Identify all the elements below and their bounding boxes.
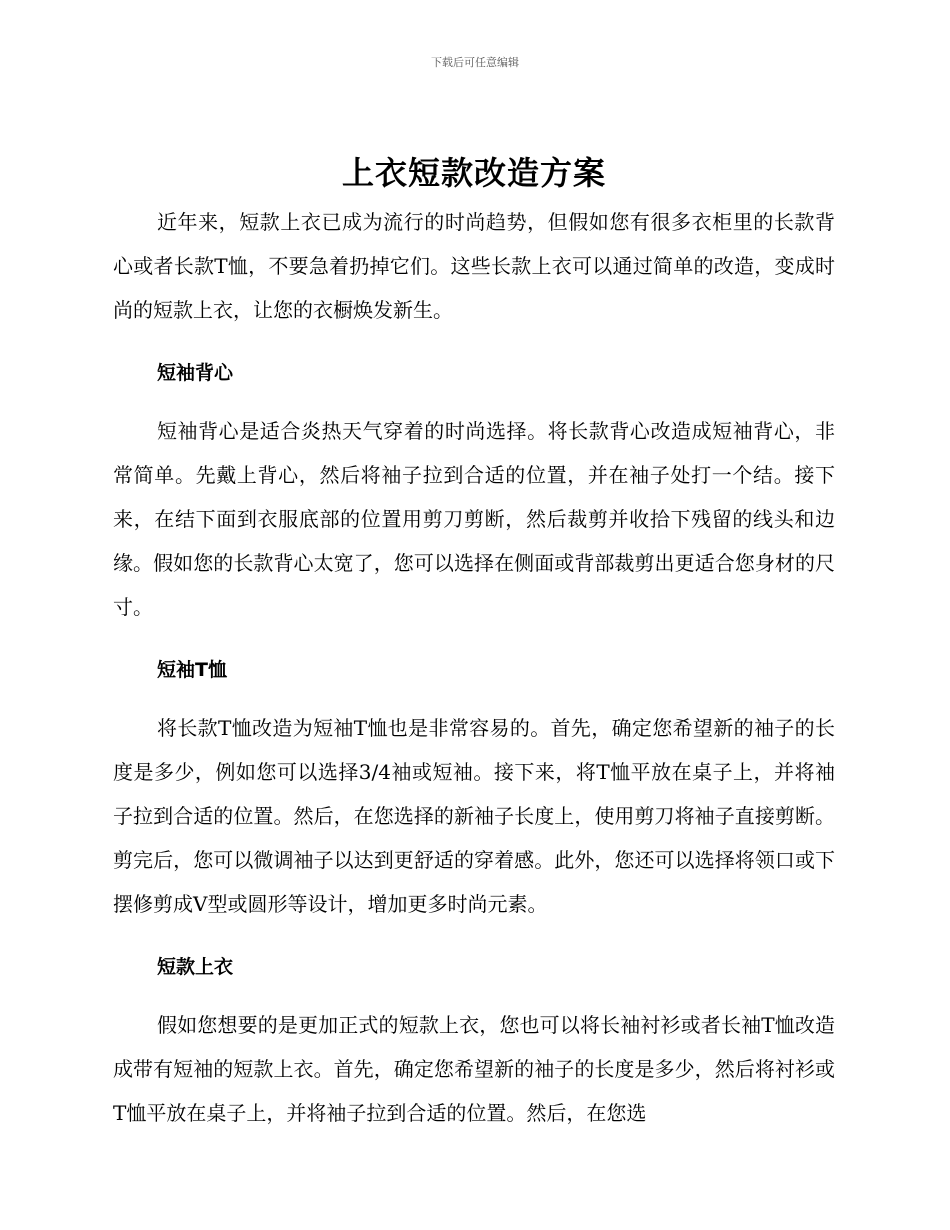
document-body — [113, 150, 835, 1135]
section-heading-short-sleeve-tshirt: 短袖T恤 — [157, 658, 227, 681]
section-heading-cropped-top: 短款上衣 — [157, 955, 234, 978]
document-title: 上衣短款改造方案 — [341, 154, 606, 192]
section-paragraph-short-sleeve-tshirt: 将长款T恤改造为短袖T恤也是非常容易的。首先，确定您希望新的袖子的长度是多少，例如您可以选择3/4袖或短袖。接下来，将T恤平放在桌子上，并将袖子拉到合适的位置。然后，在您选择的新袖子长度上，使用剪刀将袖子直接剪断。剪完后，您可以微调袖子以达到更舒适的穿着感。此外，您还可以选择将领口或下摆修剪成V型或圆形等设计，增加更多时尚元素。 — [113, 715, 835, 917]
section-heading-short-sleeve-vest: 短袖背心 — [157, 361, 234, 384]
section-paragraph-cropped-top: 假如您想要的是更加正式的短款上衣，您也可以将长袖衬衫或者长袖T恤改造成带有短袖的短款上衣。首先，确定您希望新的袖子的长度是多少，然后将衬衫或T恤平放在桌子上，并将袖子拉到合适的位置。然后，在您选 — [113, 1012, 835, 1126]
intro-paragraph: 近年来，短款上衣已成为流行的时尚趋势，但假如您有很多衣柜里的长款背心或者长款T恤，不要急着扔掉它们。这些长款上衣可以通过简单的改造，变成时尚的短款上衣，让您的衣橱焕发新生。 — [113, 210, 835, 323]
section-paragraph-short-sleeve-vest: 短袖背心是适合炎热天气穿着的时尚选择。将长款背心改造成短袖背心，非常简单。先戴上背心，然后将袖子拉到合适的位置，并在袖子处打一个结。接下来，在结下面到衣服底部的位置用剪刀剪断，然后裁剪并收拾下残留的线头和边缘。假如您的长款背心太宽了，您可以选择在侧面或背部裁剪出更适合您身材的尺寸。 — [113, 418, 835, 620]
header-note: 下载后可任意编辑 — [431, 56, 519, 69]
